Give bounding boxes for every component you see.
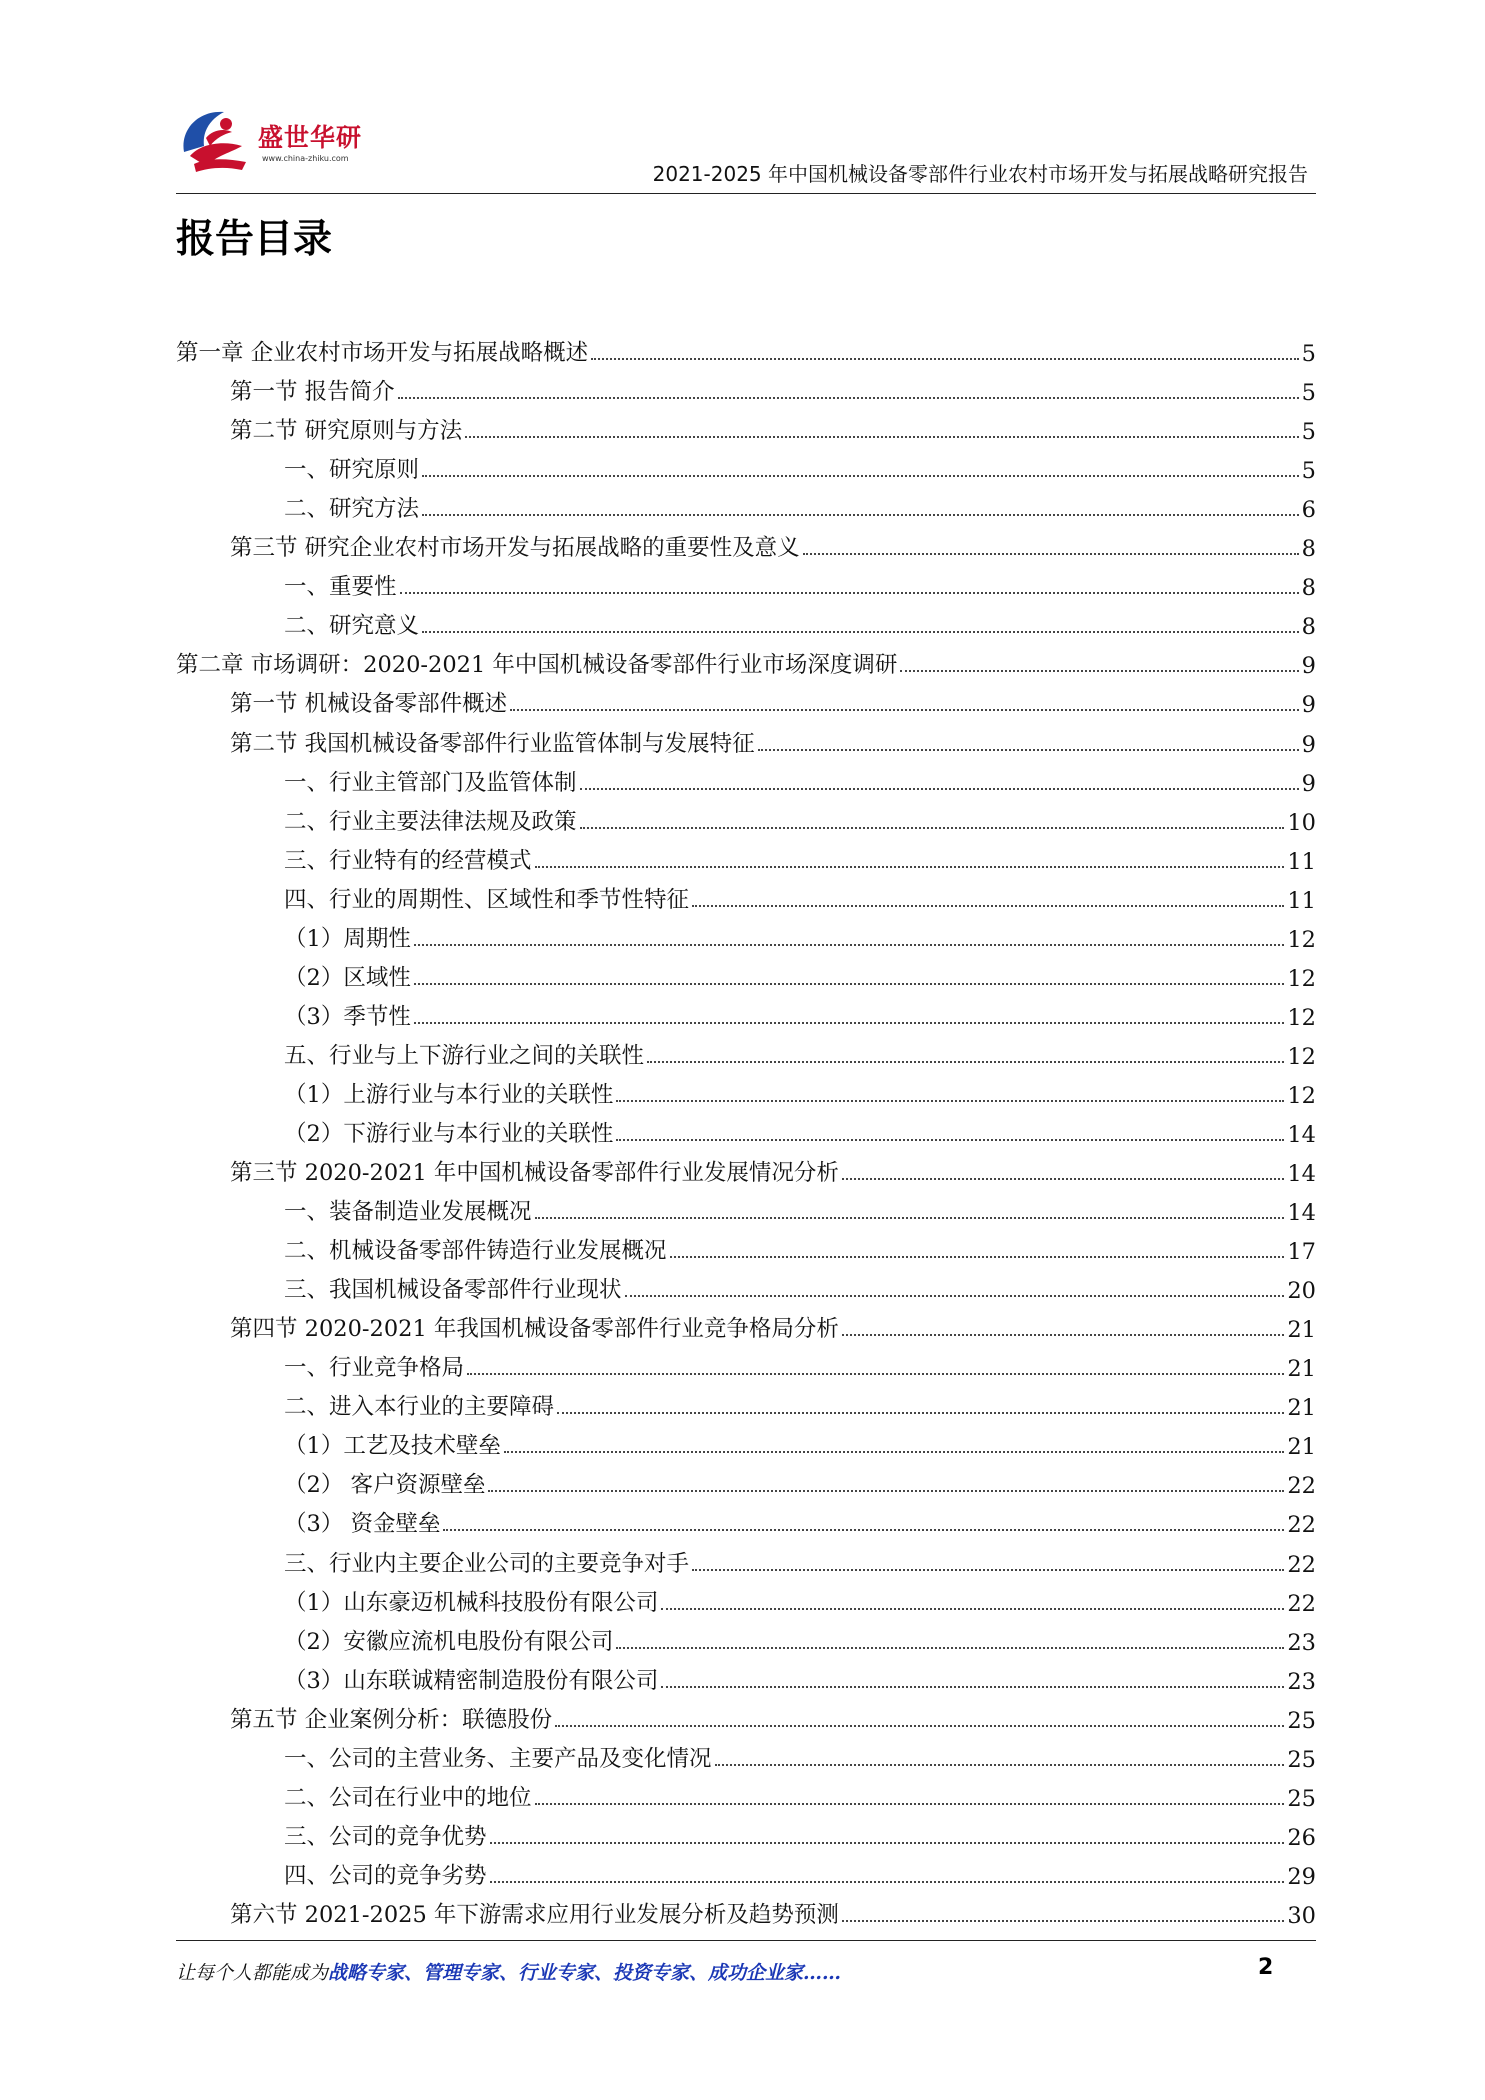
- toc-dot-leader: [647, 1061, 1284, 1063]
- toc-entry[interactable]: [176, 1538, 1316, 1577]
- toc-entry-page: 5: [1301, 419, 1316, 446]
- toc-entry[interactable]: [176, 1695, 1316, 1734]
- footer-slogan: [176, 1958, 841, 1985]
- toc-entry-page: 25: [1287, 1707, 1316, 1734]
- toc-entry[interactable]: [176, 1773, 1316, 1812]
- toc-entry[interactable]: [176, 1460, 1316, 1499]
- toc-entry[interactable]: [176, 1851, 1316, 1890]
- toc-entry-page: 5: [1301, 341, 1316, 368]
- toc-dot-leader: [591, 358, 1299, 360]
- toc-entry-page: 17: [1287, 1239, 1316, 1266]
- toc-entry-page: 9: [1301, 653, 1316, 680]
- toc-entry-page: 26: [1287, 1824, 1316, 1851]
- toc-entry-label: 一、公司的主营业务、主要产品及变化情况: [284, 1745, 712, 1772]
- toc-dot-leader: [398, 397, 1299, 399]
- toc-entry-page: 8: [1301, 575, 1316, 602]
- toc-entry-page: 5: [1301, 458, 1316, 485]
- toc-entry-label: 第三节 研究企业农村市场开发与拓展战略的重要性及意义: [230, 535, 800, 562]
- toc-dot-leader: [580, 788, 1299, 790]
- toc-entry-label: （2）区域性: [284, 964, 411, 991]
- toc-entry-label: 二、研究意义: [284, 613, 420, 640]
- toc-entry-page: 12: [1287, 1082, 1316, 1109]
- toc-entry-page: 8: [1301, 536, 1316, 563]
- toc-dot-leader: [535, 1217, 1285, 1219]
- toc-dot-leader: [490, 1842, 1285, 1844]
- footer-divider: [176, 1940, 1316, 1941]
- toc-entry-page: 30: [1287, 1902, 1316, 1929]
- toc-entry-page: 23: [1287, 1629, 1316, 1656]
- toc-entry-label: （1）上游行业与本行业的关联性: [284, 1081, 614, 1108]
- toc-entry-label: 第二节 我国机械设备零部件行业监管体制与发展特征: [230, 730, 755, 757]
- toc-entry[interactable]: [176, 484, 1316, 523]
- toc-dot-leader: [692, 905, 1284, 907]
- toc-entry[interactable]: [176, 953, 1316, 992]
- toc-entry-label: （3）山东联诚精密制造股份有限公司: [284, 1667, 659, 1694]
- toc-entry-label: 第三节 2020-2021 年中国机械设备零部件行业发展情况分析: [230, 1160, 839, 1187]
- toc-entry-page: 21: [1287, 1434, 1316, 1461]
- toc-dot-leader: [803, 553, 1299, 555]
- toc-entry[interactable]: [176, 1343, 1316, 1382]
- toc-dot-leader: [510, 709, 1299, 711]
- toc-entry[interactable]: [176, 1421, 1316, 1460]
- toc-dot-leader: [616, 1100, 1284, 1102]
- toc-entry-label: （1）周期性: [284, 925, 411, 952]
- toc-entry-page: 9: [1301, 731, 1316, 758]
- toc-entry[interactable]: [176, 328, 1316, 367]
- toc-entry-page: 22: [1287, 1512, 1316, 1539]
- toc-dot-leader: [465, 436, 1299, 438]
- toc-entry-page: 21: [1287, 1317, 1316, 1344]
- toc-entry[interactable]: [176, 1187, 1316, 1226]
- toc-dot-leader: [504, 1451, 1285, 1453]
- toc-entry-label: （1）山东豪迈机械科技股份有限公司: [284, 1589, 659, 1616]
- toc-dot-leader: [661, 1686, 1284, 1688]
- toc-dot-leader: [467, 1373, 1284, 1375]
- toc-entry[interactable]: [176, 1304, 1316, 1343]
- toc-entry[interactable]: [176, 562, 1316, 601]
- toc-entry-page: 25: [1287, 1785, 1316, 1812]
- toc-entry-label: 第五节 企业案例分析：联德股份: [230, 1706, 553, 1733]
- toc-entry-label: 第二节 研究原则与方法: [230, 418, 463, 445]
- toc-entry[interactable]: [176, 1656, 1316, 1695]
- toc-entry[interactable]: [176, 718, 1316, 757]
- toc-entry-page: 23: [1287, 1668, 1316, 1695]
- toc-entry-label: 一、装备制造业发展概况: [284, 1199, 532, 1226]
- toc-entry-page: 14: [1287, 1121, 1316, 1148]
- toc-entry-page: 21: [1287, 1395, 1316, 1422]
- toc-entry-page: 29: [1287, 1863, 1316, 1890]
- page-header: [176, 100, 1316, 192]
- toc-dot-leader: [400, 592, 1299, 594]
- toc-entry[interactable]: [176, 1148, 1316, 1187]
- toc-entry[interactable]: [176, 875, 1316, 914]
- toc-dot-leader: [422, 514, 1299, 516]
- toc-dot-leader: [535, 1803, 1285, 1805]
- report-title: 2021-2025 年中国机械设备零部件行业农村市场开发与拓展战略研究报告: [652, 162, 1308, 186]
- toc-entry-label: 第一节 报告简介: [230, 379, 395, 406]
- toc-heading: 报告目录: [176, 217, 333, 262]
- toc-entry[interactable]: [176, 679, 1316, 718]
- toc-entry-page: 22: [1287, 1551, 1316, 1578]
- toc-entry[interactable]: [176, 601, 1316, 640]
- footer-slogan-prefix: 让每个人都能成为: [176, 1962, 329, 1984]
- toc-entry-page: 22: [1287, 1473, 1316, 1500]
- toc-entry-page: 10: [1287, 809, 1316, 836]
- toc-entry-page: 14: [1287, 1161, 1316, 1188]
- toc-entry-page: 9: [1301, 770, 1316, 797]
- toc-dot-leader: [616, 1647, 1284, 1649]
- toc-entry[interactable]: [176, 1734, 1316, 1773]
- toc-entry-label: 第一章 企业农村市场开发与拓展战略概述: [176, 340, 589, 367]
- toc-entry-label: 二、公司在行业中的地位: [284, 1784, 532, 1811]
- logo-emblem-icon: [176, 100, 256, 180]
- toc-entry[interactable]: [176, 1226, 1316, 1265]
- toc-dot-leader: [490, 1881, 1285, 1883]
- toc-dot-leader: [555, 1725, 1284, 1727]
- toc-entry-label: （3）季节性: [284, 1003, 411, 1030]
- toc-entry-label: 五、行业与上下游行业之间的关联性: [284, 1042, 645, 1069]
- company-logo: [176, 100, 406, 184]
- toc-dot-leader: [414, 944, 1285, 946]
- toc-entry-page: 12: [1287, 926, 1316, 953]
- toc-dot-leader: [414, 983, 1285, 985]
- toc-entry-label: 二、机械设备零部件铸造行业发展概况: [284, 1238, 667, 1265]
- toc-entry[interactable]: [176, 1812, 1316, 1851]
- toc-entry[interactable]: [176, 914, 1316, 953]
- toc-dot-leader: [422, 475, 1299, 477]
- toc-dot-leader: [580, 827, 1285, 829]
- toc-entry-label: 三、公司的竞争优势: [284, 1823, 487, 1850]
- toc-dot-leader: [842, 1920, 1284, 1922]
- toc-entry-page: 12: [1287, 1043, 1316, 1070]
- toc-dot-leader: [661, 1608, 1284, 1610]
- toc-dot-leader: [557, 1412, 1284, 1414]
- toc-entry[interactable]: [176, 1109, 1316, 1148]
- toc-dot-leader: [625, 1295, 1285, 1297]
- toc-entry-page: 25: [1287, 1746, 1316, 1773]
- logo-url: www.china-zhiku.com: [262, 154, 349, 163]
- toc-entry[interactable]: [176, 992, 1316, 1031]
- toc-entry-label: 一、研究原则: [284, 457, 420, 484]
- toc-entry-label: 二、研究方法: [284, 496, 420, 523]
- toc-entry-page: 9: [1301, 692, 1316, 719]
- toc-entry-label: （2）安徽应流机电股份有限公司: [284, 1628, 614, 1655]
- toc-entry-label: 二、进入本行业的主要障碍: [284, 1394, 555, 1421]
- toc-entry[interactable]: [176, 1031, 1316, 1070]
- toc-entry-label: 二、行业主要法律法规及政策: [284, 808, 577, 835]
- toc-dot-leader: [422, 631, 1299, 633]
- toc-entry-page: 11: [1287, 887, 1316, 914]
- footer-slogan-emphasis: 战略专家、管理专家、行业专家、投资专家、成功企业家……: [328, 1962, 842, 1984]
- toc-entry-label: 第四节 2020-2021 年我国机械设备零部件行业竞争格局分析: [230, 1316, 839, 1343]
- toc-dot-leader: [842, 1334, 1284, 1336]
- toc-entry-label: （2）下游行业与本行业的关联性: [284, 1120, 614, 1147]
- toc-entry[interactable]: [176, 1617, 1316, 1656]
- toc-entry[interactable]: [176, 1499, 1316, 1538]
- toc-entry-page: 12: [1287, 1004, 1316, 1031]
- toc-entry-label: 三、行业特有的经营模式: [284, 847, 532, 874]
- toc-entry-page: 11: [1287, 848, 1316, 875]
- toc-entry[interactable]: [176, 1265, 1316, 1304]
- toc-entry-label: 第六节 2021-2025 年下游需求应用行业发展分析及趋势预测: [230, 1901, 839, 1928]
- toc-dot-leader: [488, 1490, 1284, 1492]
- toc-entry-page: 5: [1301, 380, 1316, 407]
- toc-entry[interactable]: [176, 1578, 1316, 1617]
- toc-dot-leader: [900, 670, 1298, 672]
- table-of-contents: [176, 328, 1316, 1929]
- toc-entry-label: 第二章 市场调研：2020-2021 年中国机械设备零部件行业市场深度调研: [176, 652, 898, 679]
- toc-entry-label: 第一节 机械设备零部件概述: [230, 691, 508, 718]
- toc-dot-leader: [715, 1764, 1285, 1766]
- toc-dot-leader: [443, 1529, 1284, 1531]
- toc-entry[interactable]: [176, 445, 1316, 484]
- toc-dot-leader: [670, 1256, 1285, 1258]
- toc-entry[interactable]: [176, 758, 1316, 797]
- toc-entry-label: 一、重要性: [284, 574, 397, 601]
- toc-dot-leader: [758, 749, 1299, 751]
- toc-entry-label: 一、行业主管部门及监管体制: [284, 769, 577, 796]
- toc-entry[interactable]: [176, 836, 1316, 875]
- toc-entry[interactable]: [176, 1382, 1316, 1421]
- toc-entry-label: （1）工艺及技术壁垒: [284, 1433, 501, 1460]
- toc-entry-label: 三、我国机械设备零部件行业现状: [284, 1277, 622, 1304]
- header-divider: [176, 193, 1316, 194]
- logo-name: 盛世华研: [258, 123, 363, 152]
- toc-entry[interactable]: [176, 406, 1316, 445]
- toc-dot-leader: [692, 1569, 1284, 1571]
- toc-entry[interactable]: [176, 640, 1316, 679]
- toc-entry-page: 20: [1287, 1278, 1316, 1305]
- toc-entry-page: 21: [1287, 1356, 1316, 1383]
- toc-entry-label: （3） 资金壁垒: [284, 1511, 441, 1538]
- toc-entry[interactable]: [176, 523, 1316, 562]
- toc-entry-page: 22: [1287, 1590, 1316, 1617]
- toc-entry-label: 四、公司的竞争劣势: [284, 1862, 487, 1889]
- toc-entry-label: 三、行业内主要企业公司的主要竞争对手: [284, 1550, 690, 1577]
- toc-entry-label: 四、行业的周期性、区域性和季节性特征: [284, 886, 690, 913]
- toc-entry[interactable]: [176, 797, 1316, 836]
- toc-entry-label: 一、行业竞争格局: [284, 1355, 465, 1382]
- toc-entry-page: 14: [1287, 1200, 1316, 1227]
- toc-entry[interactable]: [176, 367, 1316, 406]
- toc-entry-label: （2） 客户资源壁垒: [284, 1472, 486, 1499]
- toc-entry[interactable]: [176, 1890, 1316, 1929]
- page-number: 2: [1258, 1955, 1274, 1980]
- toc-entry[interactable]: [176, 1070, 1316, 1109]
- toc-dot-leader: [535, 866, 1285, 868]
- toc-dot-leader: [842, 1178, 1284, 1180]
- toc-entry-page: 6: [1301, 497, 1316, 524]
- toc-dot-leader: [414, 1022, 1285, 1024]
- toc-entry-page: 8: [1301, 614, 1316, 641]
- toc-entry-page: 12: [1287, 965, 1316, 992]
- toc-dot-leader: [616, 1139, 1284, 1141]
